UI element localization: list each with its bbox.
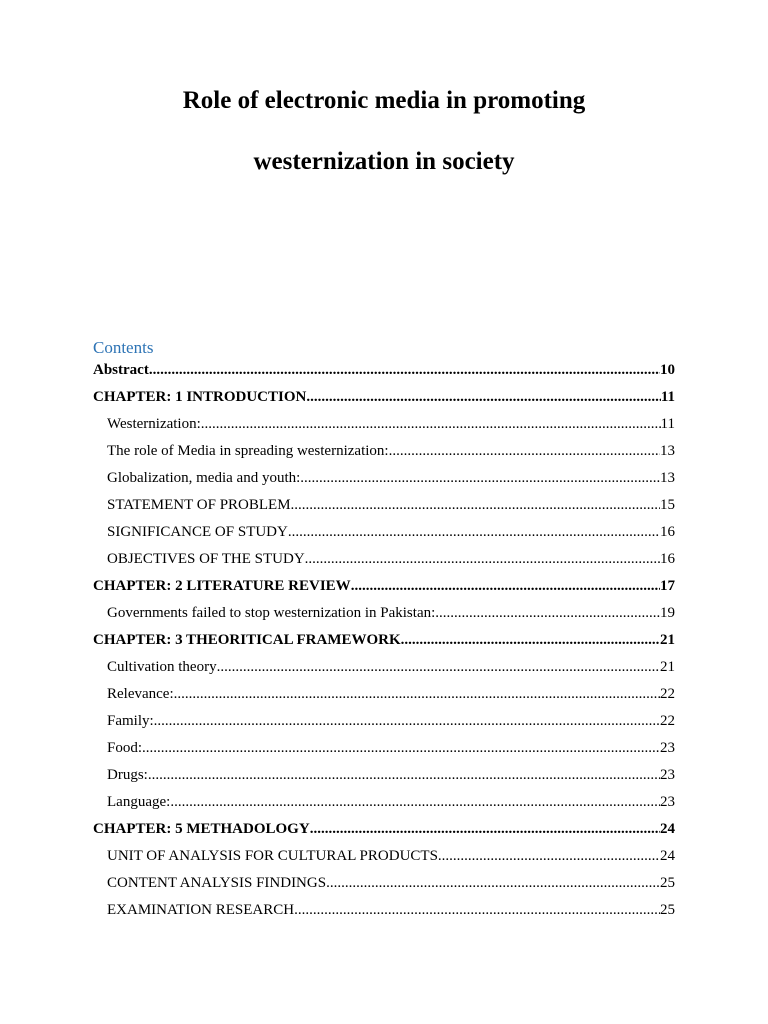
toc-entry-label: Westernization: — [107, 416, 201, 432]
toc-dot-leader — [326, 871, 660, 895]
toc-dot-leader — [142, 736, 660, 760]
toc-dot-leader — [294, 898, 660, 922]
toc-dot-leader — [149, 358, 660, 382]
toc-dot-leader — [389, 439, 660, 463]
toc-entry-label: Abstract — [93, 362, 149, 378]
toc-dot-leader — [305, 547, 660, 571]
toc-entry-page-number: 11 — [660, 389, 675, 405]
toc-entry-page-number: 24 — [660, 848, 675, 864]
toc-dot-leader — [170, 790, 660, 814]
toc-entry-page-number: 22 — [660, 686, 675, 702]
title-line-1: Role of electronic media in promoting — [182, 87, 586, 114]
toc-entry-page-number: 15 — [660, 497, 675, 513]
toc-dot-leader — [310, 817, 660, 841]
toc-entry[interactable] — [93, 385, 675, 412]
toc-entry[interactable] — [93, 817, 675, 844]
toc-entry[interactable] — [93, 520, 675, 547]
toc-entry-page-number: 23 — [660, 794, 675, 810]
toc-dot-leader — [154, 709, 660, 733]
toc-entry-label: Language: — [107, 794, 171, 810]
toc-entry[interactable] — [93, 871, 675, 898]
toc-entry[interactable] — [93, 709, 675, 736]
toc-entry-page-number: 21 — [660, 659, 675, 675]
toc-entry[interactable] — [93, 790, 675, 817]
toc-entry[interactable] — [93, 763, 675, 790]
toc-dot-leader — [174, 682, 660, 706]
toc-entry[interactable] — [93, 439, 675, 466]
toc-dot-leader — [148, 763, 660, 787]
toc-entry-page-number: 21 — [660, 632, 675, 648]
toc-dot-leader — [217, 655, 660, 679]
toc-entry[interactable] — [93, 655, 675, 682]
toc-entry-label: Drugs: — [107, 767, 148, 783]
toc-entry-label: Family: — [107, 713, 154, 729]
toc-entry-label: UNIT OF ANALYSIS FOR CULTURAL PRODUCTS — [107, 848, 438, 864]
toc-entry-page-number: 23 — [660, 767, 675, 783]
toc-entry-page-number: 23 — [660, 740, 675, 756]
toc-entry-label: Cultivation theory — [107, 659, 217, 675]
toc-entry-label: CHAPTER: 5 METHADOLOGY — [93, 821, 310, 837]
toc-entry-label: OBJECTIVES OF THE STUDY — [107, 551, 305, 567]
toc-dot-leader — [201, 412, 661, 436]
toc-entry-label: Relevance: — [107, 686, 174, 702]
toc-dot-leader — [291, 493, 660, 517]
toc-entry-label: SIGNIFICANCE OF STUDY — [107, 524, 288, 540]
toc-entry-page-number: 10 — [660, 362, 675, 378]
toc-dot-leader — [438, 844, 660, 868]
toc-entry[interactable] — [93, 601, 675, 628]
toc-entry-label: CHAPTER: 3 THEORITICAL FRAMEWORK — [93, 632, 401, 648]
toc-dot-leader — [435, 601, 660, 625]
toc-entry-page-number: 16 — [660, 524, 675, 540]
toc-entry-page-number: 25 — [660, 902, 675, 918]
toc-entry-label: STATEMENT OF PROBLEM — [107, 497, 291, 513]
toc-dot-leader — [288, 520, 660, 544]
toc-entry[interactable] — [93, 412, 675, 439]
toc-entry-label: CONTENT ANALYSIS FINDINGS — [107, 875, 327, 891]
toc-entry-page-number: 13 — [660, 470, 675, 486]
toc-entry-label: The role of Media in spreading westernization: — [107, 443, 389, 459]
toc-entry-page-number: 22 — [660, 713, 675, 729]
toc-entry[interactable] — [93, 844, 675, 871]
document-title — [0, 84, 768, 179]
toc-entry-page-number: 17 — [660, 578, 675, 594]
toc-entry-label: Food: — [107, 740, 143, 756]
toc-entry[interactable] — [93, 493, 675, 520]
toc-entry-label: EXAMINATION RESEARCH — [107, 902, 295, 918]
toc-entry-page-number: 13 — [660, 443, 675, 459]
toc-entry-page-number: 16 — [660, 551, 675, 567]
toc-entry[interactable] — [93, 736, 675, 763]
toc-entry-page-number: 24 — [660, 821, 675, 837]
toc-entry[interactable] — [93, 682, 675, 709]
toc-entry-label: CHAPTER: 1 INTRODUCTION — [93, 389, 307, 405]
toc-entry-label: CHAPTER: 2 LITERATURE REVIEW — [93, 578, 351, 594]
toc-dot-leader — [401, 628, 660, 652]
toc-entry[interactable] — [93, 898, 675, 925]
contents-heading: Contents — [93, 338, 154, 357]
toc-entry-page-number: 11 — [660, 416, 675, 432]
table-of-contents — [93, 358, 675, 925]
toc-entry-label: Globalization, media and youth: — [107, 470, 301, 486]
title-line-2: westernization in society — [253, 148, 515, 175]
toc-entry[interactable] — [93, 358, 675, 385]
toc-dot-leader — [351, 574, 660, 598]
toc-dot-leader — [300, 466, 660, 490]
toc-entry-page-number: 19 — [660, 605, 675, 621]
toc-entry[interactable] — [93, 547, 675, 574]
toc-entry[interactable] — [93, 466, 675, 493]
toc-entry-page-number: 25 — [660, 875, 675, 891]
toc-dot-leader — [306, 385, 660, 409]
toc-entry-label: Governments failed to stop westernization in Pakistan: — [107, 605, 436, 621]
toc-entry[interactable] — [93, 574, 675, 601]
toc-entry[interactable] — [93, 628, 675, 655]
